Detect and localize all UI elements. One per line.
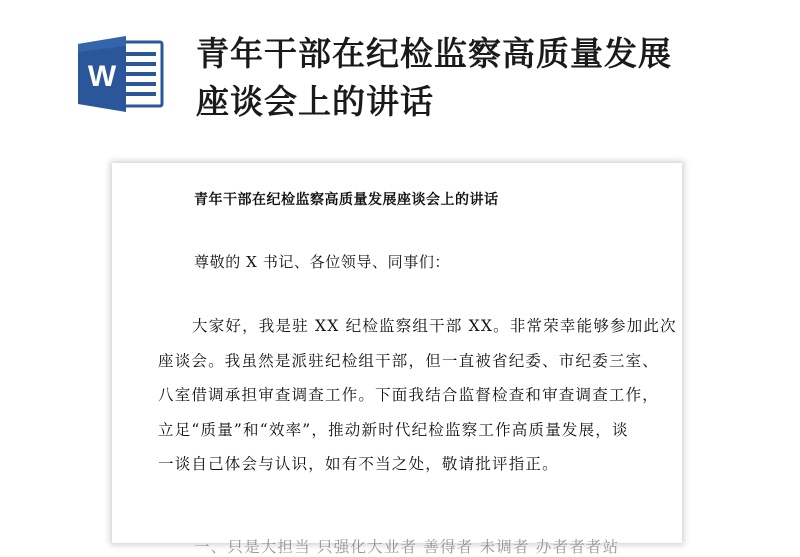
paragraph-line: 座谈会。我虽然是派驻纪检组干部，但一直被省纪委、市纪委三室、 xyxy=(158,351,660,370)
document-cutoff-line: 一、只是大担当 只强化大业者 善得者 未调者 办者者者站 xyxy=(194,538,620,556)
page-title-line-1: 青年干部在纪检监察高质量发展 xyxy=(196,34,672,73)
paragraph-line: 立足“质量”和“效率”，推动新时代纪检监察工作高质量发展，谈 xyxy=(158,420,629,439)
document-paragraph xyxy=(158,309,677,482)
word-document-icon xyxy=(74,34,166,114)
document-salutation: 尊敬的 X 书记、各位领导、同事们： xyxy=(194,253,451,271)
document-title: 青年干部在纪检监察高质量发展座谈会上的讲话 xyxy=(194,192,499,208)
page-title xyxy=(196,30,776,126)
header xyxy=(0,0,800,150)
word-icon-letter: W xyxy=(87,60,117,93)
paragraph-line: 八室借调承担审查调查工作。下面我结合监督检查和审查调查工作， xyxy=(158,386,660,404)
document-page-preview xyxy=(112,163,682,556)
page-title-line-2: 座谈会上的讲话 xyxy=(196,82,434,121)
paragraph-line: 一谈自己体会与认识，如有不当之处，敬请批评指正。 xyxy=(158,455,559,473)
paragraph-line: 大家好，我是驻 XX 纪检监察组干部 XX。非常荣幸能够参加此次 xyxy=(192,317,677,335)
